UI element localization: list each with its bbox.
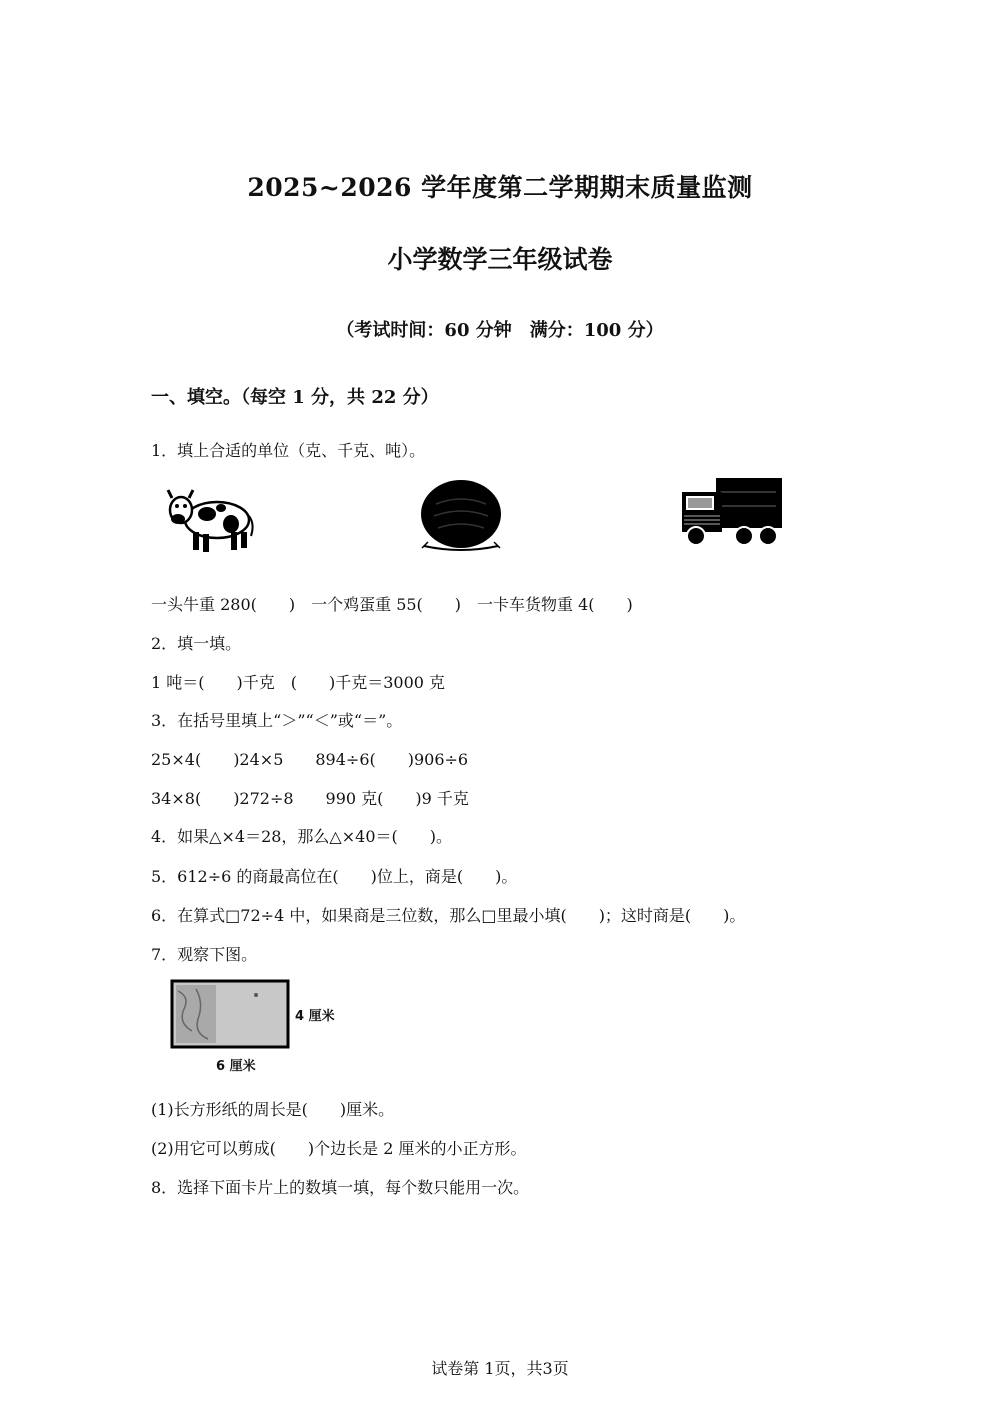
section-heading: 一、填空。（每空 1 分，共 22 分） [151,387,439,408]
question-4: 4．如果△×4＝28，那么△×40＝( )。 [151,827,452,846]
exam-subtitle: 小学数学三年级试卷 [387,245,613,274]
question-8: 8．选择下面卡片上的数填一填，每个数只能用一次。 [151,1178,530,1197]
egg-image [416,476,506,556]
question-1-answers: 一头牛重 280( ) 一个鸡蛋重 55( ) 一卡车货物重 4( ) [151,595,633,614]
cow-image [165,484,257,556]
question-2: 2．填一填。 [151,634,242,653]
question-1: 1．填上合适的单位（克、千克、吨）。 [151,441,426,460]
question-3: 3．在括号里填上“＞”“＜”或“＝”。 [151,711,403,730]
question-6: 6．在算式□72÷4 中，如果商是三位数，那么□里最小填( )；这时商是( )。 [151,906,746,925]
question-7-sub-2: (2)用它可以剪成( )个边长是 2 厘米的小正方形。 [151,1139,527,1158]
question-2-line: 1 吨＝( )千克 ( )千克＝3000 克 [151,673,446,692]
exam-info: （考试时间：60 分钟 满分：100 分） [336,320,664,341]
page-footer: 试卷第 1页，共3页 [431,1359,569,1378]
question-7-sub-1: (1)长方形纸的周长是( )厘米。 [151,1100,395,1119]
question-3-line-2: 34×8( )272÷8 990 克( )9 千克 [151,789,469,808]
rectangle-height-label: 4 厘米 [295,1009,335,1024]
question-3-line-1: 25×4( )24×5 894÷6( )906÷6 [151,750,469,769]
rectangle-width-label: 6 厘米 [216,1059,256,1074]
rectangle-figure [170,979,292,1049]
truck-image [676,472,786,548]
exam-title: 2025~2026 学年度第二学期期末质量监测 [247,173,753,202]
question-7: 7．观察下图。 [151,945,258,964]
question-5: 5．612÷6 的商最高位在( )位上，商是( )。 [151,867,518,886]
